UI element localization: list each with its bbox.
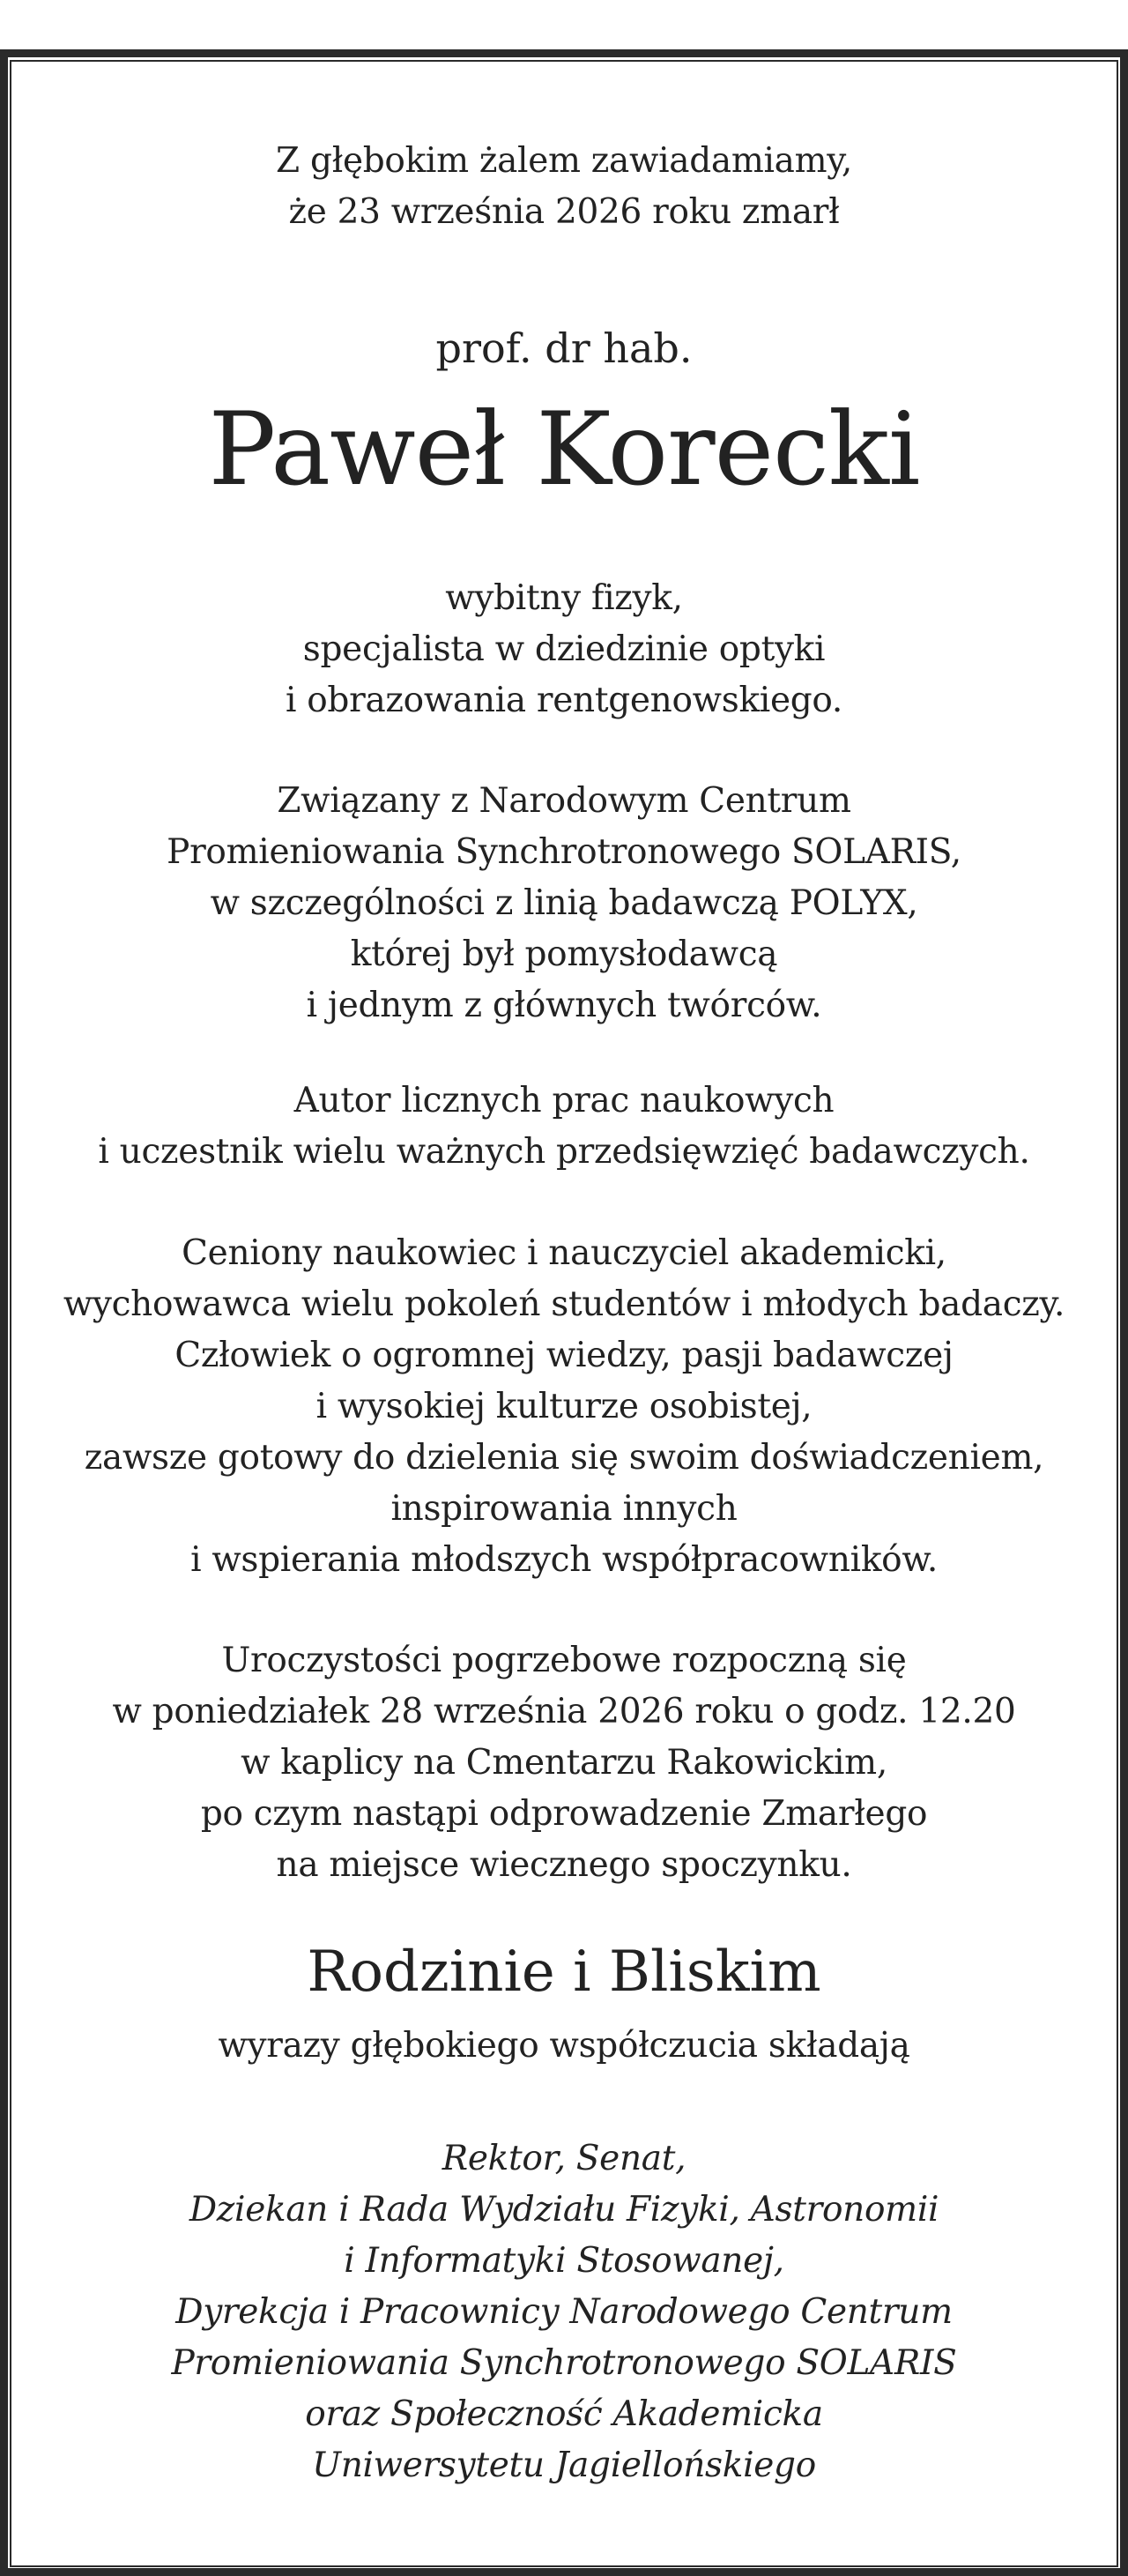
funeral-paragraph: [26, 1635, 1102, 1891]
signatory-line: Dyrekcja i Pracownicy Narodowego Centrum: [175, 2292, 953, 2332]
signatory-line: Dziekan i Rada Wydziału Fizyki, Astronomii: [189, 2190, 939, 2230]
solaris-line: Związany z Narodowym Centrum: [277, 781, 851, 821]
description-line: specjalista w dziedzinie optyki: [302, 629, 826, 669]
condolence-text: wyrazy głębokiego współczucia składają: [218, 2026, 910, 2066]
condolence-heading: Rodzinie i Bliskim: [307, 1939, 821, 2005]
esteem-line: Ceniony naukowiec i nauczyciel akademicki,: [182, 1233, 946, 1273]
signatory-line: Rektor, Senat,: [442, 2139, 686, 2178]
funeral-line: Uroczystości pogrzebowe rozpoczną się: [221, 1641, 907, 1680]
intro-line: że 23 września 2026 roku zmarł: [288, 192, 840, 232]
intro-announcement: [26, 136, 1102, 238]
description-line: wybitny fizyk,: [445, 578, 683, 618]
signatories-paragraph: [26, 2133, 1102, 2491]
esteem-line: Człowiek o ogromnej wiedzy, pasji badawczej: [174, 1336, 954, 1375]
signatory-line: Promieniowania Synchrotronowego SOLARIS: [171, 2343, 957, 2383]
funeral-line: na miejsce wiecznego spoczynku.: [276, 1845, 852, 1885]
esteem-line: inspirowania innych: [390, 1489, 738, 1529]
solaris-line: Promieniowania Synchrotronowego SOLARIS,: [167, 832, 961, 872]
intro-line: Z głębokim żalem zawiadamiamy,: [276, 141, 852, 181]
signatory-line: i Informatyki Stosowanej,: [344, 2241, 784, 2281]
funeral-line: w poniedziałek 28 września 2026 roku o godz. 12.20: [112, 1692, 1016, 1731]
author-paragraph: [26, 1076, 1102, 1178]
esteem-line: wychowawca wielu pokoleń studentów i młodych badaczy.: [63, 1284, 1065, 1324]
deceased-name: Paweł Korecki: [208, 391, 920, 508]
funeral-line: w kaplicy na Cmentarzu Rakowickim,: [241, 1743, 887, 1783]
description-line: i obrazowania rentgenowskiego.: [285, 681, 842, 720]
solaris-paragraph: [26, 776, 1102, 1031]
signatory-line: Uniwersytetu Jagiellońskiego: [312, 2446, 816, 2485]
solaris-line: i jednym z głównych twórców.: [306, 986, 822, 1025]
academic-title: prof. dr hab.: [435, 324, 693, 372]
description-paragraph: [26, 573, 1102, 726]
esteem-line: zawsze gotowy do dzielenia się swoim doświadczeniem,: [84, 1438, 1044, 1478]
author-line: Autor licznych prac naukowych: [293, 1081, 835, 1120]
solaris-line: której był pomysłodawcą: [350, 934, 778, 974]
solaris-line: w szczególności z linią badawczą POLYX,: [210, 883, 918, 923]
esteem-paragraph: [26, 1228, 1102, 1586]
esteem-line: i wysokiej kulturze osobistej,: [315, 1387, 813, 1426]
esteem-line: i wspierania młodszych współpracowników.: [190, 1540, 938, 1580]
funeral-line: po czym nastąpi odprowadzenie Zmarłego: [200, 1794, 928, 1834]
signatory-line: oraz Społeczność Akademicka: [305, 2394, 823, 2434]
author-line: i uczestnik wielu ważnych przedsięwzięć badawczych.: [98, 1132, 1030, 1172]
